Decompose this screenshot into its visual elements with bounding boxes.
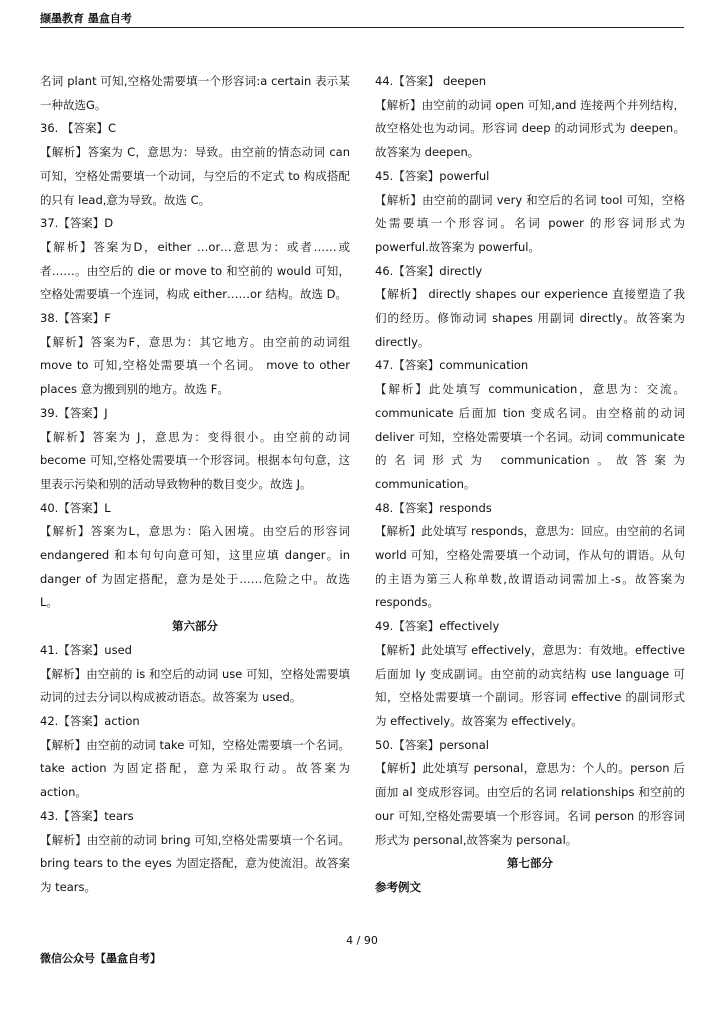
answer-line: 50.【答案】personal (375, 737, 489, 752)
answer-line: 49.【答案】effectively (375, 619, 500, 634)
paragraph: 【解析】由空前的 is 和空后的动词 use 可知，空格处需要填动词的过去分词以构成被动语态。故答案为 used。 (40, 666, 350, 705)
answer-line: 46.【答案】directly (375, 263, 483, 278)
page-header: 撷墨教育 墨盒自考 (40, 12, 132, 25)
right-column (375, 70, 685, 900)
paragraph: 【解析】此处填写 communication，意思为：交流。communicate 后面加 tion 变成名词。由空格前的动词 deliver 可知，空格处需要填一个名词。动词 communicate 的名词形式为 communication。故答案为 communication。 (375, 382, 685, 491)
section-heading: 第七部分 (507, 856, 553, 871)
answer-line: 44.【答案】 deepen (375, 74, 487, 88)
answer-line: 47.【答案】communication (375, 358, 529, 373)
page-number: 4 / 90 (346, 934, 378, 947)
paragraph: 【解析】答案为 C，意思为：导致。由空前的情态动词 can 可知，空格处需要填一个动词，与空后的不定式 to 构成搭配的只有 lead,意为导致。故选 C。 (40, 145, 350, 207)
section-heading: 第六部分 (172, 619, 218, 634)
paragraph: 【解析】答案为D，either …or…意思为：或者……或者……。由空后的 die or move to 和空前的 would 可知，空格处需要填一个连词，构成 either……or 结构。故选 D。 (40, 239, 350, 302)
paragraph: 【解析】 directly shapes our experience 直接塑造了我们的经历。修饰动词 shapes 用副词 directly。故答案为 directly。 (375, 287, 685, 349)
answer-line: 41.【答案】used (40, 642, 132, 657)
paragraph: 【解析】由空前的动词 open 可知,and 连接两个并列结构，故空格处也为动词。形容词 deep 的动词形式为 deepen。故答案为 deepen。 (375, 97, 685, 160)
answer-line: 39.【答案】J (40, 405, 108, 420)
subheading: 参考例文 (375, 879, 421, 894)
answer-line: 45.【答案】powerful (375, 168, 490, 183)
paragraph: 【解析】答案为 J，意思为：变得很小。由空前的动词 become 可知,空格处需要填一个形容词。根据本句句意，这里表示污染和别的活动导致物种的数目变少。故选 J。 (40, 429, 350, 491)
answer-line: 38.【答案】F (40, 311, 111, 326)
page-footer: 微信公众号【墨盒自考】 (40, 952, 161, 965)
paragraph: 【解析】此处填写 responds，意思为：回应。由空前的名词 world 可知，空格处需要填一个动词，作从句的谓语。从句的主语为第三人称单数,故谓语动词需加上-s。故答案为 responds。 (375, 524, 685, 610)
answer-line: 37.【答案】D (40, 216, 114, 231)
paragraph: 【解析】由空前的动词 take 可知，空格处需要填一个名词。take action 为固定搭配，意为采取行动。故答案为 action。 (40, 737, 350, 800)
paragraph: 【解析】由空前的副词 very 和空后的名词 tool 可知，空格处需要填一个形容词。名词 power 的形容词形式为 powerful.故答案为 powerful。 (375, 192, 685, 254)
paragraph: 【解析】此处填写 personal，意思为：个人的。person 后面加 al 变成形容词。由空后的名词 relationships 和空前的 our 可知,空格处需要填一个形容词。名词 person 的形容词形式为 personal,故答案为 personal。 (375, 761, 685, 847)
paragraph: 【解析】此处填写 effectively，意思为：有效地。effective 后面加 ly 变成副词。由空前的动宾结构 use language 可知，空格处需要填一个副词。形容词 effective 的副词形式为 effectively。故答案为 effectively。 (375, 642, 685, 728)
paragraph: 【解析】由空前的动词 bring 可知,空格处需要填一个名词。bring tears to the eyes 为固定搭配，意为使流泪。故答案为 tears。 (40, 832, 350, 894)
header-rule (40, 27, 684, 28)
answer-line: 42.【答案】action (40, 713, 140, 728)
answer-line: 36. 【答案】C (40, 121, 116, 136)
paragraph: 【解析】答案为F，意思为：其它地方。由空前的动词组 move to 可知,空格处需要填一个名词。 move to other places 意为搬到别的地方。故选 F。 (40, 334, 350, 397)
paragraph: 名词 plant 可知,空格处需要填一个形容词:a certain 表示某一种故选G。 (40, 74, 350, 112)
left-column (40, 70, 350, 900)
answer-line: 40.【答案】L (40, 500, 111, 515)
answer-line: 48.【答案】responds (375, 500, 492, 515)
paragraph: 【解析】答案为L，意思为：陷入困境。由空后的形容词 endangered 和本句句向意可知，这里应填 danger。in danger of 为固定搭配，意为是处于……危险之中。故选 L。 (40, 524, 350, 610)
answer-line: 43.【答案】tears (40, 808, 134, 823)
